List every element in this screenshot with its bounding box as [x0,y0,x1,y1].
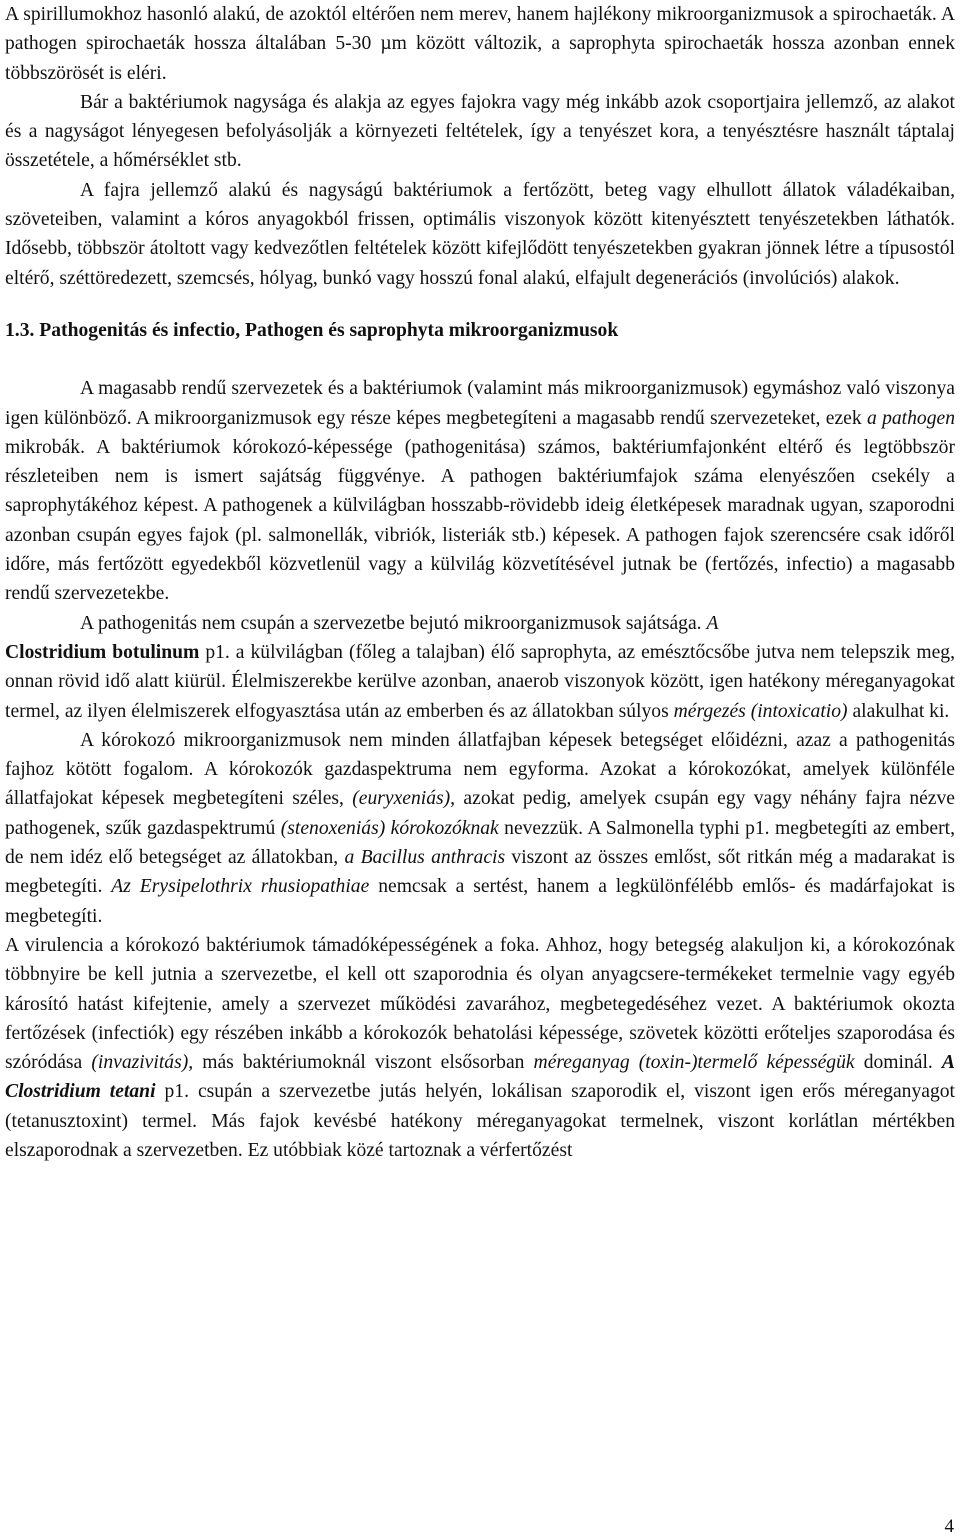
text-run: p1. a külvilágban (főleg a talajban) élő saprophyta, az emésztőcsőbe jutva nem telepszik meg, onnan rövid idő alatt kiürül. Élelmiszerekbe kerülve azonban, anaerob viszonyok között, igen hatékony méreganyagokat termel, az ilyen élelmiszerek elfogyasztása után az emberben és az állatokban súlyos [5,641,955,722]
section-heading: 1.3. Pathogenitás és infectio, Pathogen és saprophyta mikroorganizmusok [5,319,619,341]
text-run-bold-italic: A Clostridium tetani [5,1052,955,1103]
text-run-italic: méreganyag (toxin-)termelő képességük [533,1052,855,1074]
text-run: más baktériumoknál viszont elsősorban [193,1052,534,1074]
text-run-bold: Clostridium botulinum [5,641,200,663]
text-run: nevezzük. A Salmonella typhi p1. megbetegíti az embert, de nem idéz elő betegséget az állatokban, [5,817,955,869]
text-run: nemcsak a sertést, hanem a legkülönfélébb emlős- és madárfajokat is megbetegíti. [5,876,955,927]
text-run: dominál. [854,1052,942,1074]
paragraph-bacteria-shape: A fajra jellemző alakú és nagyságú baktériumok a fertőzött, beteg vagy elhullott állatok váladékaiban, szöveteiben, valamint a kóros anyagokból frissen, optimális viszonyok között kitenyésztett tenyészetekben láthatók. Idősebb, többször átoltott vagy kedvezőtlen feltételek között kifejlődött tenyészetekben gyakran jönnek létre a típusostól eltérő, széttöredezett, szemcsés, hólyag, bunkó vagy hosszú fonal alakú, elfajult degenerációs (involúciós) alakok. [5,179,955,289]
paragraph-spirochaeta: A spirillumokhoz hasonló alakú, de azoktól eltérően nem merev, hanem hajlékony mikroorganizmusok a spirochaeták. A pathogen spirochaeták hossza általában 5-30 µm között változik, a saprophyta spirochaeták hossza azonban ennek többszörösét is eléri. [5,4,955,84]
paragraph-host-spectrum [5,726,955,931]
text-run: A pathogenitás nem csupán a szervezetbe bejutó mikroorganizmusok sajátsága. [80,612,707,634]
text-run-italic: (invazivitás), [91,1052,194,1074]
text-run-italic: A [706,612,719,634]
text-run: A kórokozó mikroorganizmusok nem minden állatfajban képesek betegséget előidézni, azaz a pathogenitás fajhoz kötött fogalom. A kórokozók gazdaspektruma nem egyforma. Azokat a kórokozókat, amelyek különféle állatfajokat képesek megbetegíteni széles, [5,729,955,810]
text-run-italic: a Bacillus anthracis [344,847,506,869]
text-run: A virulencia a kórokozó baktériumok támadóképességének a foka. Ahhoz, hogy betegség alakuljon ki, a kórokozónak többnyire be kell jutnia a szervezetbe, el kell ott szaporodnia és olyan anyagcsere-termékeket termelnie vagy egyéb károsító hatást kifejtenie, amely a szervezet működési zavarához, megbetegedéséhez vezet. A baktériumok okozta fertőzések (infectiók) egy részében inkább a kórokozók behatolási képessége, szövetek közötti erőteljes szaporodása és szóródása [5,934,955,1074]
paragraph-virulence [5,931,955,1165]
paragraph-bacteria-size: Bár a baktériumok nagysága és alakja az egyes fajokra vagy még inkább azok csoportjaira jellemző, az alakot és a nagyságot lényegesen befolyásolják a környezeti feltételek, így a tenyészet kora, a tenyésztésre használt táptalaj összetétele, a hőmérséklet stb. [5,91,955,172]
text-run: p1. csupán a szervezetbe jutás helyén, lokálisan szaporodik el, viszont igen erős méreganyagot (tetanusztoxint) termel. Más fajok kevésbé hatékony méreganyagokat termelnek, viszont korlátlan mértékben elszaporodnak a szervezetben. Ez utóbbiak közé tartoznak a vérfertőzést [5,1081,955,1161]
text-run-italic: mérgezés (intoxicatio) [673,700,848,722]
paragraph-clostridium-botulinum [5,609,955,726]
text-run-italic: Az Erysipelothrix rhusiopathiae [111,876,370,898]
page-number: 4 [944,1516,954,1537]
text-run-italic: (euryxeniás), [352,788,456,810]
text-run-italic: a pathogen [866,407,956,429]
text-run: mikrobák. A baktériumok kórokozó-képessége (pathogenitása) számos, baktériumfajonként eltérő és legtöbbször részleteiben nem is ismert sajátság függvénye. A pathogen baktériumfajok száma elenyészően csekély a saprophytákéhoz képest. A pathogenek a külvilágban hosszabb-rövidebb ideig életképesek maradnak ugyan, szaporodni azonban csupán egyes fajok (pl. salmonellák, vibriók, listeriák stb.) képesek. A pathogen fajok szerencsére csak időről időre, más fertőzött egyedekből közvetlenül vagy a külvilág közvetítésével jutnak be (fertőzés, infectio) a magasabb rendű szervezetekbe. [5,436,955,605]
text-run: viszont az összes emlőst, sőt ritkán még a madarakat is megbetegíti. [5,847,955,898]
text-run-italic: (stenoxeniás) kórokozóknak [280,817,499,839]
text-run: A magasabb rendű szervezetek és a baktériumok (valamint más mikroorganizmusok) egymáshoz való viszonya igen különböző. A mikroorganizmusok egy része képes megbetegíteni a magasabb rendű szervezeteket, ezek [5,378,955,429]
text-run: azokat pedig, amelyek csupán egy vagy néhány fajra nézve pathogenek, szűk gazdaspektrumú [5,788,956,839]
paragraph-pathogenic-microbes [5,374,955,608]
document-page [5,0,955,1165]
text-run: alakulhat ki. [847,700,950,722]
